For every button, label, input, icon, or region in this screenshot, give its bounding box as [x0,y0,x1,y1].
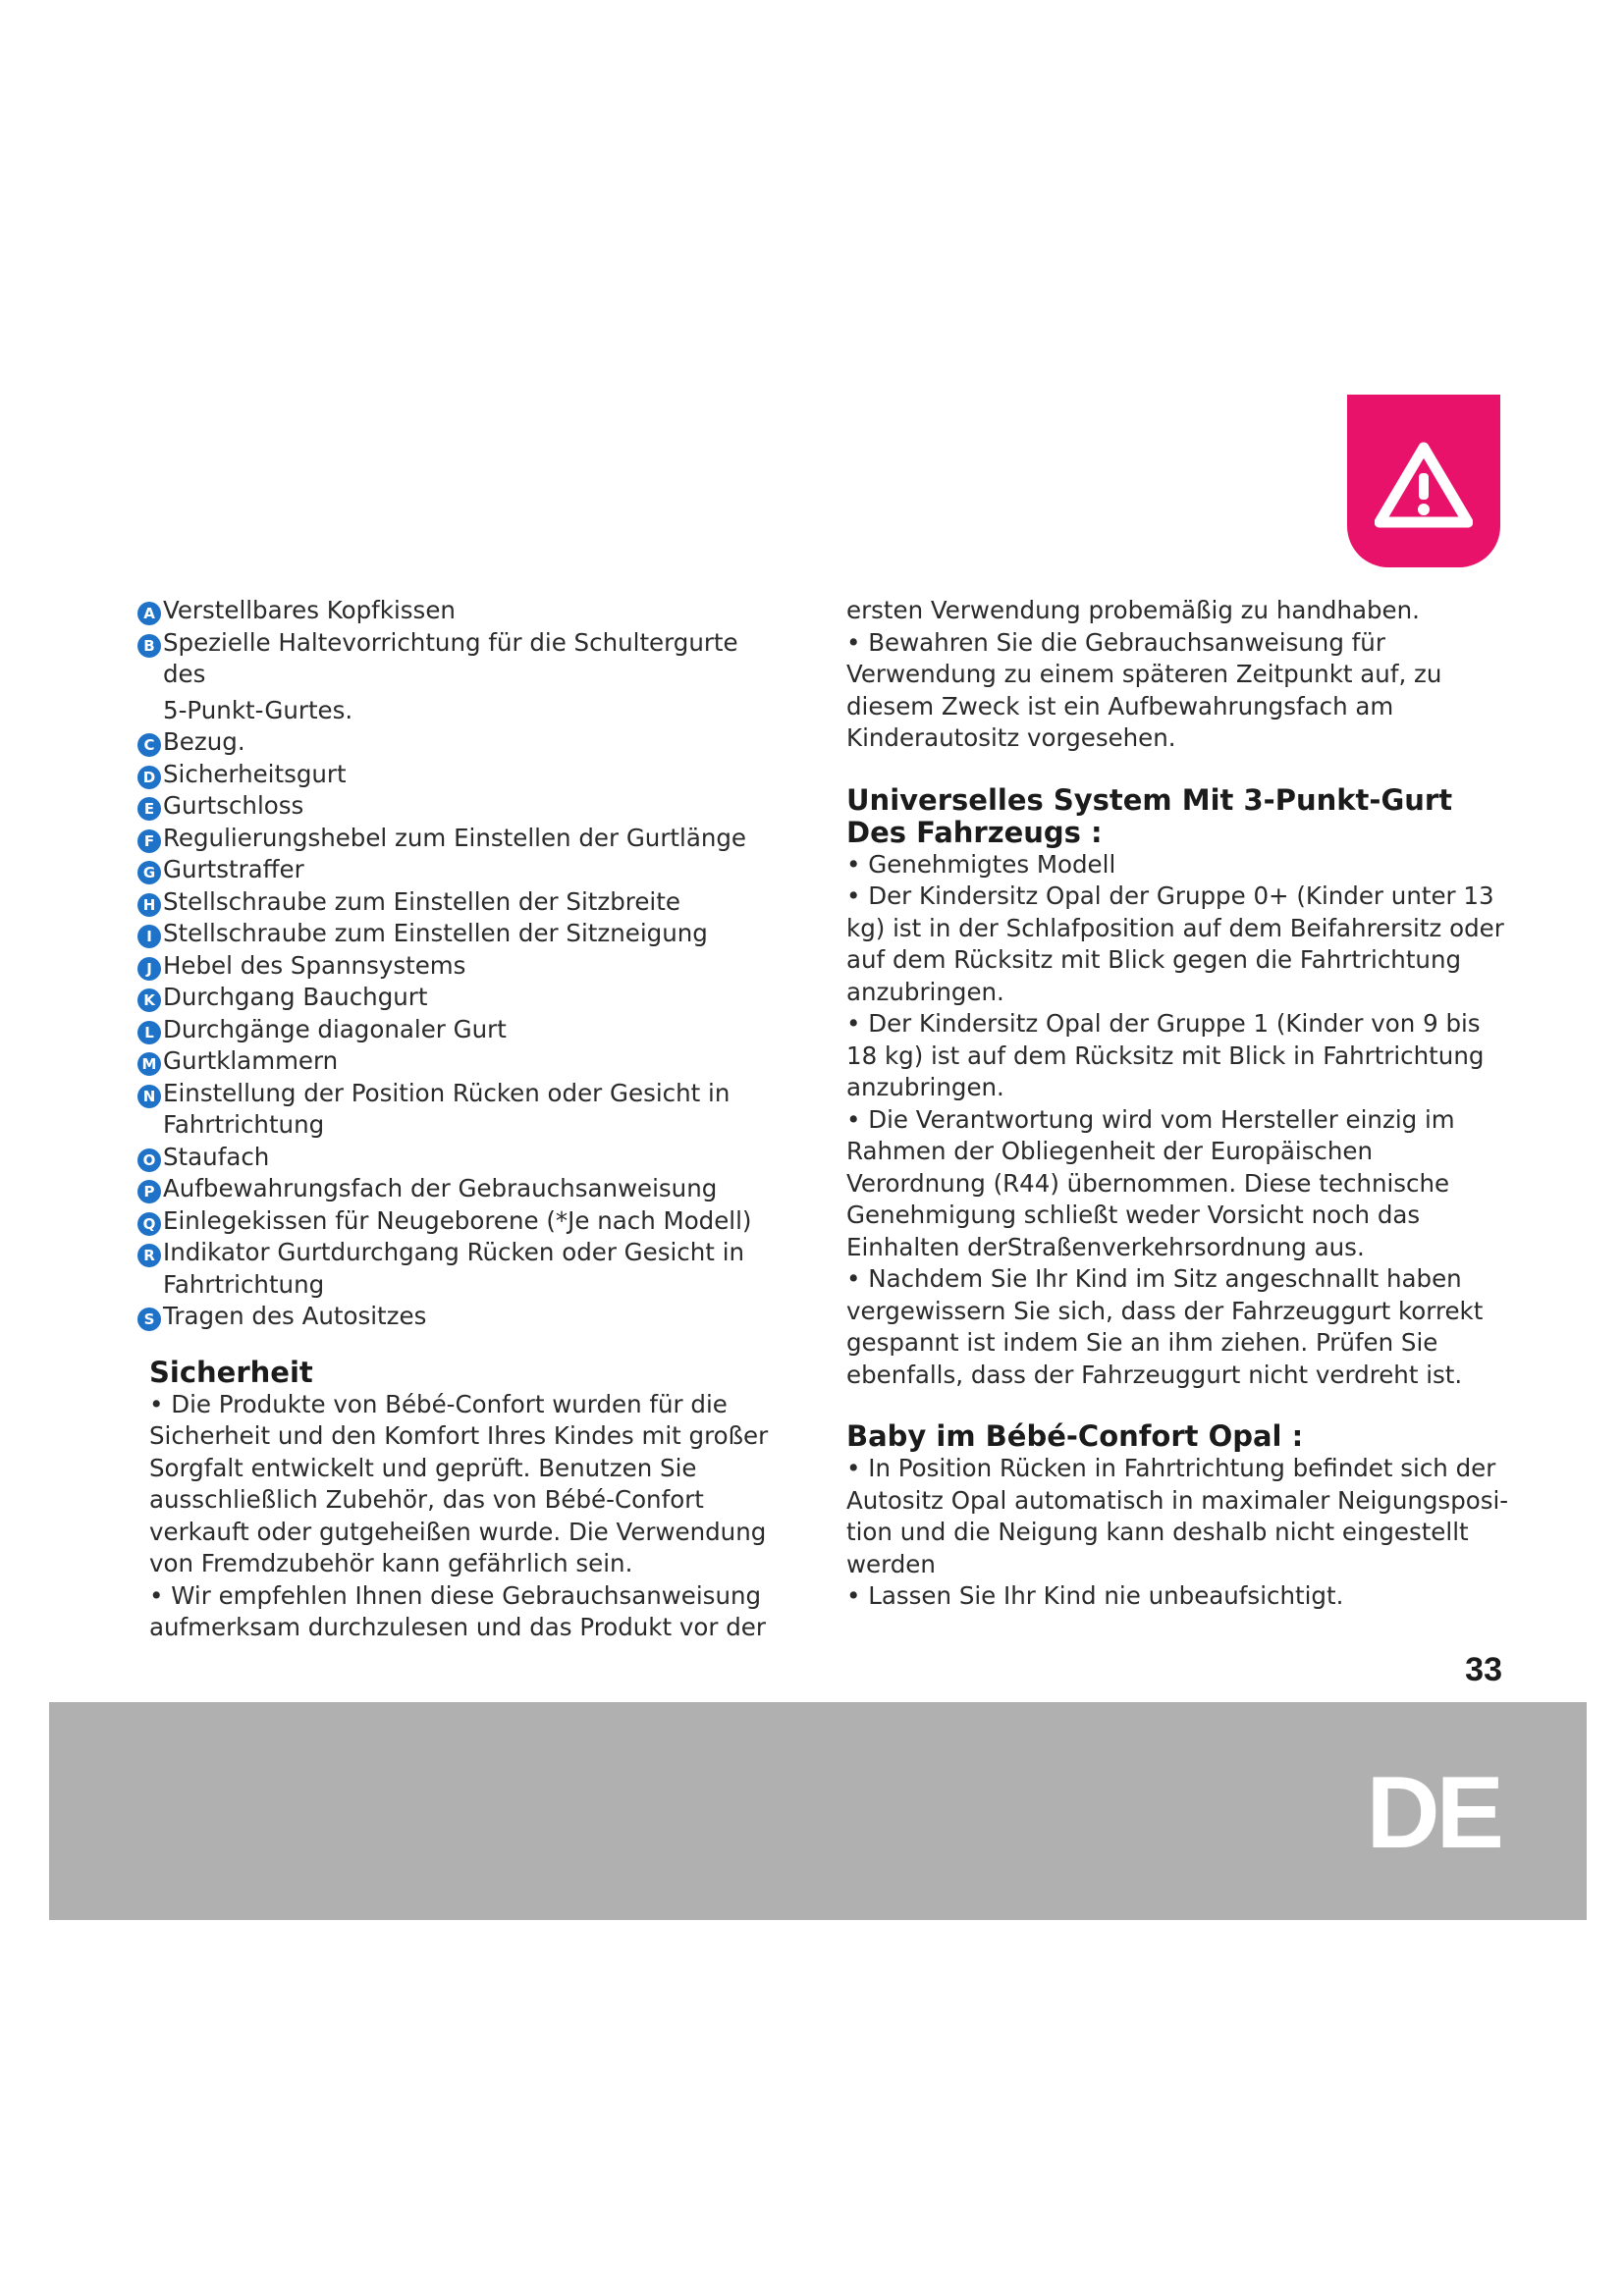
component-item-q [137,1205,785,1238]
page-number: 33 [1465,1651,1502,1688]
left-column [137,595,785,1644]
component-item-n [137,1078,785,1110]
baby-section-heading: Baby im Bébé-Confort Opal : [846,1419,1304,1453]
baby-section-paragraph: • In Position Rücken in Fahrtrichtung befindet sich der Autositz Opal automatisch in maximaler Neigungsposi-tion und die Neigung kann deshalb nicht eingestellt werden [846,1454,1509,1578]
component-label: Gurtstraffer [163,855,304,883]
component-item-j [137,950,785,983]
component-label: Verstellbares Kopfkissen [163,596,456,624]
component-continuation: Fahrtrichtung [163,1110,325,1139]
component-label: Stellschraube zum Einstellen der Sitzneigung [163,919,708,947]
sicherheit-heading: Sicherheit [149,1355,313,1389]
component-item-i [137,918,785,950]
letter-badge-o: O [137,1148,161,1172]
universal-system-paragraph: • Nachdem Sie Ihr Kind im Sitz angeschnallt haben vergewissern Sie sich, dass der Fahrzeuggurt korrekt gespannt ist indem Sie an ihm ziehen. Prüfen Sie ebenfalls, dass der Fahrzeuggurt nicht verdreht ist. [846,1264,1484,1389]
component-label: Einstellung der Position Rücken oder Gesicht in [163,1078,731,1107]
letter-badge-c: C [137,733,161,757]
universal-system-paragraph: • Genehmigtes Modell [846,849,1116,879]
component-label: Durchgang Bauchgurt [163,983,428,1011]
universal-system-paragraph: • Die Verantwortung wird vom Hersteller einzig im Rahmen der Obliegenheit der Europäischen Verordnung (R44) übernommen. Diese technische Genehmigung schließt weder Vorsicht noch das Einhalten derStraßenverkehrsordnung aus. [846,1104,1455,1261]
language-code: DE [1366,1756,1500,1870]
letter-badge-h: H [137,893,161,917]
component-item-h [137,886,785,919]
component-label: Regulierungshebel zum Einstellen der Gurtlänge [163,823,746,852]
letter-badge-i: I [137,925,161,948]
letter-badge-r: R [137,1244,161,1267]
component-label: Hebel des Spannsystems [163,950,466,980]
component-list [137,595,785,1333]
component-item-b [137,627,785,691]
letter-badge-b: B [137,634,161,658]
component-item-d [137,759,785,791]
component-label: Gurtschloss [163,791,304,820]
component-item-f [137,823,785,855]
letter-badge-a: A [137,602,161,625]
continued-paragraph: ersten Verwendung probemäßig zu handhaben. [846,596,1420,624]
component-label: Gurtklammern [163,1046,339,1075]
letter-badge-q: Q [137,1212,161,1236]
sicherheit-paragraph: • Die Produkte von Bébé-Confort wurden für die Sicherheit und den Komfort Ihres Kindes mit großer Sorgfalt entwickelt und geprüft. Benutzen Sie ausschließlich Zubehör, das von Bébé-Confort verkauft oder gutgeheißen wurde. Die Verwendung von Fremdzubehör kann gefährlich sein. [149,1389,769,1577]
sicherheit-paragraph: • Wir empfehlen Ihnen diese Gebrauchsanweisung aufmerksam durchzulesen und das Produkt vor der [149,1580,766,1641]
component-item-m [137,1045,785,1078]
component-item-p [137,1173,785,1205]
warning-icon [1375,442,1473,528]
letter-badge-j: J [137,957,161,981]
component-item-c [137,726,785,759]
component-item-o [137,1142,785,1174]
footer-band [49,1702,1587,1920]
letter-badge-l: L [137,1021,161,1044]
letter-badge-m: M [137,1052,161,1076]
component-item-e [137,790,785,823]
component-label: Staufach [163,1142,270,1171]
letter-badge-n: N [137,1085,161,1108]
component-label: Durchgänge diagonaler Gurt [163,1014,507,1043]
component-label: Stellschraube zum Einstellen der Sitzbreite [163,886,680,916]
continued-paragraph: • Bewahren Sie die Gebrauchsanweisung für Verwendung zu einem späteren Zeitpunkt auf, zu diesem Zweck ist ein Aufbewahrungsfach am Kinderautositz vorgesehen. [846,627,1442,752]
component-continuation: Fahrtrichtung [163,1269,325,1299]
component-item-r [137,1237,785,1269]
letter-badge-f: F [137,829,161,853]
component-label: Sicherheitsgurt [163,759,347,788]
component-item-a [137,595,785,627]
component-item-g [137,854,785,886]
right-column [846,595,1514,1613]
component-label: Bezug. [163,727,245,756]
letter-badge-d: D [137,766,161,789]
component-label: Tragen des Autositzes [163,1302,427,1330]
letter-badge-s: S [137,1308,161,1331]
component-continuation: 5-Punkt-Gurtes. [163,695,353,724]
universal-system-paragraph: • Der Kindersitz Opal der Gruppe 1 (Kinder von 9 bis 18 kg) ist auf dem Rücksitz mit Blick in Fahrtrichtung anzubringen. [846,1009,1485,1101]
letter-badge-g: G [137,861,161,884]
component-label: Aufbewahrungsfach der Gebrauchsanweisung [163,1174,718,1202]
component-item-s [137,1301,785,1333]
warning-badge [1347,395,1500,567]
component-item-l [137,1014,785,1046]
component-label: Einlegekissen für Neugeborene (*Je nach Modell) [163,1205,752,1235]
universal-system-paragraph: • Der Kindersitz Opal der Gruppe 0+ (Kinder unter 13 kg) ist in der Schlafposition auf dem Beifahrersitz oder auf dem Rücksitz mit Blick gegen die Fahrtrichtung anzubringen. [846,881,1504,1006]
letter-badge-e: E [137,797,161,821]
component-label: Spezielle Haltevorrichtung für die Schultergurte des [163,627,738,688]
letter-badge-p: P [137,1180,161,1203]
letter-badge-k: K [137,988,161,1012]
component-label: Indikator Gurtdurchgang Rücken oder Gesicht in [163,1238,745,1266]
universal-system-heading: Universelles System Mit 3-Punkt-Gurt Des Fahrzeugs : [846,782,1453,849]
component-item-k [137,982,785,1014]
baby-section-paragraph: • Lassen Sie Ihr Kind nie unbeaufsichtigt. [846,1581,1344,1610]
